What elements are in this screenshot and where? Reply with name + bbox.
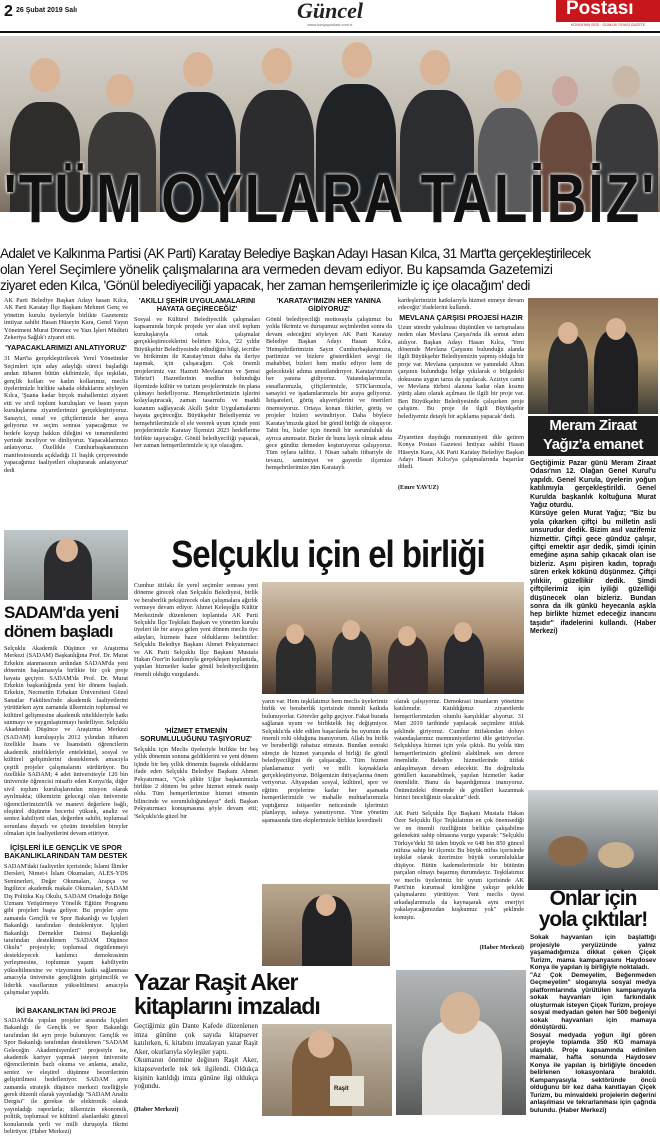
lead-column-4 — [398, 297, 524, 527]
book-cover: Raşit — [330, 1076, 364, 1106]
lead-col1-para: 31 Mart'ta gerçekleştirilecek Yerel Yönetimler Seçimleri için aday adaylığı süreci başladığı andan itibaren bütün ekibimizle, ilçe teşkilatı, gençlik kolları ve kadın kollarımız, meclis üyelerimizle birlikte sahada olduklarını söyleyen Kılca, 'Şuana kadar birçok mahallemizi ziyaret etti ve sivil toplum kuruluşları ve basın yayın kuruluşlarına ziyaretlerimizi gerçekleştiriyoruz. Sanayici, esnaf ve çiftçilerimizle her araya geliyoruz ve seçim sonrası yapacağımız ve hedefe koyup hakkın dileğini ve temennilerini yerinde inceliyor ve dinliyoruz. Yapacaklarımızı anlatıyoruz. Özellikle Cumhurbaşkanımızın manifestosunda açıkladığı 11 başlık çerçevesinde yapacağımız faaliyetleri oluşturarak anlatıyoruz' dedi — [4, 355, 130, 474]
selcuklu-column-1 — [134, 582, 258, 962]
lead-col1-subhead: 'YAPACAKLARIMIZI ANLATIYORUZ' — [5, 343, 127, 353]
lead-col3-subhead: 'KARATAY'IMIZIN HER YANINA GİDİYORUZ' — [276, 296, 382, 313]
onlar-body: Sokak hayvanları için başlattığı projesiyle yeryüzünde yalnız yaşamadığımıza dikkat çeken Çiçek Turizm, mama kampanyasını Haydosev Konya ile yapılan iş birliğiyle noktaladı. "Az Çok Demeyelim, Beğenmeden Geçmeyelim" sloganıyla sosyal medya platformlarında yürütülen kampanyayla sokak hayvanları için farkındalık oluşturmak isteyen Çiçek Turizm, projeye sosyal medyadan gelen her 500 beğeniyi sokak hayvanları için mamaya dönüştürdü. Sosyal medyada yoğun ilgi gören projeyle toplamda 350 KG mamaya ulaşıldı. Proje kapsamında edinilen mamalar, hafta sonunda Haydosev Konya ile yapılan iş birliğiyle önceden belirlenen lokasyonlara bırakıldı. Kampanyasıyla sektöründe öncü olduğunu bir kez daha kanıtlayan Çiçek Turizm, bu minvaldeki projelerin değerini anlaşılması ve tekrarlanması için çağrıda bulundu. (Haber Merkezi) — [530, 934, 656, 1114]
selcuklu-speaker-photo — [262, 884, 390, 966]
lead-col2-subhead: 'AKILLI ŞEHİR UYGULAMALARINI HAYATA GEÇİRECEĞİZ' — [138, 296, 256, 313]
sadam-headline: SADAM'da yeni dönem başladı — [4, 603, 119, 641]
section-title: Güncel — [297, 0, 363, 23]
newspaper-logo: Postası — [556, 0, 660, 22]
lead-deck — [0, 246, 660, 293]
lead-col2-para: Sosyal ve Kültürel Belediyecilik çalışmaları kapsamında birçok projede yer alan sivil toplum kuruluşlarıyla ortak çalışmalar gerçekleştireceklerini belirten Kılca, '22 yıldır Büyükşehir Belediyesinde edindiğim bilgi, tecrübe ve birikimim ile Karatay'ımızı daha da ileriye taşımak, için çalışacağım. Çok önemli projelerimiz var. Hazreti Mevlana'nın ve Şemsi Tebrizi'i Hazretlerinin medfun bulunduğu ilçemizde kültür ve turizm projelerimizle ön plana çıkmayı hedefliyoruz. Hemşehrilerimizin işlerini kolaylaştıracak, zaman tasarrufu ve maddi kazanım sağlayacak Akıllı Şehir Uygulamalarını hayata geçireceğiz. Büyükşehir Belediyemiz ve hemşehrilerimizle el ele vererek uyum içinde yeni projelerimizle Karatay İlçemizi 2023 hedeflerine birlikte taşıyacağız. Gönül belediyeciliği yapacak, her zaman hemşerilerimizle iç içe olacağım. — [134, 316, 262, 449]
lead-column-3 — [266, 297, 392, 523]
selcuklu-para: olarak çalışıyoruz. Demokrasi insanların yönetime katılımıdır. Katıldığımız ziyaretlerde hemşerilerimizden olumlu karşılıklar alıyoruz. 31 Mart 2019 tarihinde yapılacak seçimlere ittifak şeklinde giriyoruz. Cumhur ittifakından doluyı vatandaşlarımız memnuniyetlerini dile getiriyorlar. Selçukluya hizmet için yola çıktık. Bu yolda tüm hemşerilerimizin gönlünü alabilmek son derece önemlidir. Belediye hizmetlerinde ittifak anlaşılmayan devam edecektir. Bu doğrultuda gönülleri kazanabilmek, yapılan hizmetler kadar önemlidir. Bunu da başardığımıza inanıyoruz. Önümüzdeki dönemde de gönülleri kazanmak birinci önceliğimiz olacaktır" dedi. — [394, 698, 526, 802]
sadam-photo — [4, 530, 128, 600]
lead-col1-para: AK Parti Belediye Başkan Adayı hasan Kılca, AK Parti Karatay İlçe Başkanı Mehmet Genç ve yönetim kurulu üyeleriyle birlikte Gazetemiz imtiyaz sahibi Hasan Hüseyin Kara, Genel Yayın Yönetmeni Murat Dönmez ve Yazı İşleri Müdürü Zekeriya Sağlık'ı ziyaret etti. — [4, 297, 130, 342]
selcuklu-para: Selçuklu için Meclis üyeleriyle birlikte bir beş yıllık dönemin sonuna geldiklerini ve yeni dönem içinde bir beş yıllık dönemin başında olduklarını ifade eden Selçuklu Belediye Başkanı Ahmet Pekyatırmacı, "Çok şükür Uğur başkanımızla birlikte 2 dönem bu şehre hizmet etmek nasip oldu. Tüm hemşerilerimize hizmet etmenin bilincinde ve sorumluluğundayız" dedi. Başkan Pekyatırmacı konuşmasına şöyle devam etti; 'Selçuklu'da güzel bir — [134, 746, 260, 820]
lead-col4-byline: (Emre YAVUZ) — [398, 483, 439, 491]
aker-byline: (Haber Merkezi) — [134, 1106, 179, 1113]
selcuklu-subhead: 'HİZMET ETMENİN SORUMLULUĞUNU TAŞIYORUZ' — [140, 726, 252, 743]
sadam-para: SADAM'da yapılan projeler arasında İçişleri Bakanlığı ile Gençlik ve Spor Bakanlığı tarafından iki ayrı proje bulunuyor. Gençlik ve Spor Bakanlığı tarafından desteklenen "SADAM Geleceğin Akademisyenleri" projesiyle ise, akademik kariyer yapmak isteyen üniversite öğrencilerinin bazlı okuma ve anlama, analiz, sentez ve eleştirel düşünme becerilerinin geliştirilmesi hedefleniyor. SADAM aynı zamanda stratejik düşünce merkezi özelliğiyle gerek düzenli olarak yayınladığı "SADAM Analiz Dergisi" ile gerekse de elektronik olarak yayınladığı raporlarla; ülkemizin ekonomik, politik, toplumsal ve kültürel alanlardaki güncel konularında yerli ve milli duruşuyla fikrini belirtiyor. (Haber Merkezi) — [4, 1017, 130, 1136]
lead-deck-line-1: Adalet ve Kalkınma Partisi (AK Parti) Karatay Belediye Başkan Adayı Hasan Kılca, 31 Mart'ta gerçekleştirilecek — [0, 246, 591, 261]
meram-headline: Meram Ziraat Yağız'a emanet — [528, 416, 658, 456]
lead-column-2 — [134, 297, 260, 523]
sadam-subhead: İKİ BAKANLIKTAN İKİ PROJE — [15, 1006, 117, 1015]
lead-col4-para: Uzun süredir yakılması düşünülen ve tartışmalara neden olan Mevlana Çarşısı'nda ilk somut adım atılıyor. Başkan Adayı Hasan Kılca, 'Yeni dönemde Mevlana Çarşısını bulunduğu alanda ilgili Büyükşehir Belediyemizin yapmış olduğu bir proje var. Mevlana çarşısının ve yanındaki Altun çarşının bulunduğu bölge yıkılarak o bölgedeki dokusuna uygun tarza da yapılacak. Aziziye camii ve Mevlana türbesi alanına kadar olan kısımı yürüş alanı olarak açılması ile ilgili bir proje var. Ben Büyükşehir Belediyesinde çalışırken proje çalıştım. Bu proje ile ilgili Büyükşehir belediyemiz detaylı bir açıklama yapacak' dedi. — [398, 323, 526, 420]
meram-body: Geçtiğimiz Pazar günü Meram Ziraat Odası'nın 12. Olağan Genel Kurul'u yapıldı. Genel Kurula, üyelerin yoğun katılımıyla gerçekleştirildi. Genel Kurulda başkanlık koltuğuna Murat Yağız oturdu. Kürsüye gelen Murat Yağız; "Biz bu yola çıkarken çiftçi bu milletin asli unsurudur dedik. Bizim asıl vazifemiz hizmettir. Çiftçi gece gündüz çalışır, çiftçi emektir aşır dedik, şimdi içinin emeğine aşına sahip çıkacak olan ise bizleriz. Aşını pişiren kadın, toprağı süren erkek kökünü düşünmez. Çiftçi yılıkiir, güzellikir dedik. Şimdi çiftçilerimiz için iyiliği güzelliği düşünecek olan bizleriz. Bundan sonra da ilk günkü heyecanla aşkla hep birlikte hizmet edeceğiz inancını taşıdır" ifadelerini kullandı. (Haber Merkezi) — [530, 460, 656, 636]
selcuklu-byline: (Haber Merkezi) — [479, 944, 524, 951]
onlar-headline: Onlar için yola çıktılar! — [538, 887, 648, 931]
page-number: 2 — [4, 3, 13, 20]
lead-deck-line-2: olan Yerel Seçimlere yönelik çalışmalarına ara vermeden devam ediyor. Bu kapsamda Gazetemizi — [0, 261, 553, 277]
lead-col4-para: Ziyaretten duyduğu memnuniyeti dile getiren Konya Postası Gazetesi İmtiyaz sahibi Hasan Hüseyin Kara, AK Parti Karatay Belediye Başkan Adayı Hasan Kılca'ya çalışmalarında başarılar diledi. — [398, 433, 526, 471]
sadam-subhead: İÇİŞLERİ İLE GENÇLİK VE SPOR BAKANLIKLARINDAN TAM DESTEK — [4, 843, 128, 860]
meram-ziraat-photo — [528, 298, 658, 414]
issue-date: 26 Şubat 2019 Salı — [16, 7, 78, 14]
selcuklu-headline: Selçuklu için el birliği — [171, 532, 485, 575]
lead-col4-subhead: MEVLANA ÇARŞISI PROJESİ HAZIR — [399, 312, 523, 322]
selcuklu-column-3 — [394, 698, 524, 966]
lead-col3-para: Gönül belediyeciliği mottosuyla çalıştımız bu yolda fikrimiz ve duruşumuz seçimlerden sonra da devam edeceğini söyleyen AK Parti Karatay Belediye Başkan Adayı Hasan Kılca, 'Hemşehrilerimizin Sayın Cumhurbaşkanımıza, partimize ve bizlere gösterdikleri sevgi ile mahabbet, bizleri hem mutlu ediyor hem de gelecekteki adıma umutlandırıyor. Karatay'ımızın her yanına gidiyoruz. Vatandaşlarımızla, esnaflarımızla, çiftçilerimizle, STK'larımızla, sanayici ve işadamlarımızla bir araya geliyoruz. İstişareleri, görüş alışverişlerini ve önerileri önemsiyoruz. Ortaya konan fikirler, görüş ve projeler bizleri sevindiriyor. Daha böylece Karatay'ımızda güzel bir gönül birliği de oluşuyor. Tabii bu, bizler için önemli bir sorumluluk da ayrıca anımsatır. Bizler de bunu layık olmak adına gece gündüz demeden koşturuyoruz çalışıyoruz. Tüm oylara talibiz. 1 Nisan sabahı itibariyle de tevazu, samimiyet ve gayretle ilçemize hemşehrilerimize tüm Karataylı — [266, 316, 394, 472]
page-header — [0, 0, 660, 34]
sadam-para: SADAM'daki faaliyetler içerisinde; İslami İlimler Dersleri, Nimet-i İslam Okumaları, ALES-YDS Seminerleri, Değer Okumaları, Arapça ve İngilizce akademik makale Okumaları, SADAM Dış Politika Kış Okulu, SADAM Ortadoğu Bölge Uzmanı Yetiştirmeye Yönelik Eğitim Programı gibi projeleri başta geliyor. Bu projeler aynı zamanda Gençlik ve Spor Bakanlığı ve İçişleri Bakanlığı tarafından destekleniyor. İçişleri Bakanlığı Dernekler Dairesi Başkanlığı tarafından desteklenen "SADAM Düşünce Okulu" projesiyle; toplumsal örgütlenmeyi destekleyecek katılımcı demokrasinin yerleşmesine, toplumun yaşam kabiliyetin yükseltilmesine ve vizyonunu katkı sağlanması amacıyla üniversite gençliğinin girişimcilik ve liderlik vasıflarının yükseltilmesi amacıyla çalışmalar yapıldı. — [4, 863, 130, 996]
lead-column-1 — [4, 297, 128, 523]
header-rule — [0, 31, 660, 33]
sadam-article — [4, 645, 130, 1136]
stray-animals-photo — [528, 790, 658, 890]
lead-deck-line-3: ziyaret eden Kılca, 'Gönül belediyeciliği yapacak, her zaman hemşerilerimizle iç içe olacağım' dedi — [0, 277, 530, 293]
selcuklu-para: Cumhur ittifakı ile yerel seçimler sonrası yeni döneme girecek olan Selçuklu Belediyesi, birlik ve beraberlik pekiştirecek olan çalışmalara ağırlık vermeye devam ediyor. Ahmet Keleşoğlu Kültür Merkezinde düzenlenen toplantıda AK Parti Selçuklu İlçe Teşkilatı Başkan ve yönetim kurulu üyeleri ile bir araya gelen yeni dönem meclis üye adayları, hizmete hazır olduklarını belirttiler. Selçuklu Belediye Başkanı Ahmet Pekyatırmacı ve AK Parti Selçuklu İlçe Başkanı Mustafa Hakan Özer'in katılımıyla gerçekleşen toplantıda, yapılan hizmetler kadar gönül belediyeciliğinin önemli olduğu vurgulandı. — [134, 582, 260, 678]
selcuklu-meeting-photo — [262, 582, 524, 694]
lead-headline: 'TÜM OYLARA TALİBİZ' — [3, 159, 657, 237]
aker-signing-photo — [262, 1024, 392, 1116]
aker-portrait-photo — [396, 970, 526, 1115]
sadam-para: Selçuklu Akademik Düşünce ve Araştırma Merkezi (SADAM) Başkanlığına Prof. Dr. Murat Erkekin atanmasının ardından SADAM'da yeni dönemin başlamasıyla birlikte bir çok proje hayata geçiyor. SADAM'da Prof. Dr. Murat Erkekin başkanlığında yeni bir dönem başladı. Erkekin, Necmettin Erbakan Üniversitesi Güzel Sanatlar Fakültesi'nde akademik faaliyetlerini yürütürken aynı zamanda ülkemizin toplumsal ve kültürel gelişmesine akademik nitelikleriyle katkı sunmayı ve yaygınlaştırmayı hedefliyor. Selçuklu Akademik Düşünce ve Araştırma Merkezi (SADAM) kuruluşuyla 2012 yılından itibaren özellikle lisans ve lisansüstü öğrencilerin akademik nitelikleriyle entelektüel, sosyal ve kültürel gelişimlerini desteklemek amacıyla çeşitli projeler çalışmalarını sürdürüyor. Bu özellikle SADAM; 4 adet üniversiteyle 120 bin üniversite öğrencisi misafir eden Konya'da, diğer sivil toplum kuruluşlarından misyon olarak ayrılmakta; ülkemizin gelecegi olan üniversite öğrencilerimizin'ilk ve manevi değerlere bağlı, eleştirel düşünme becerisi yüksek, analiz ve sentez kabiliyeti olan, değerden sahibi, toplumsal sorunlara duyarlı ve çözüm üretebilen bireyler olmaları için faaliyetlerini devam ettiriyor. — [4, 645, 130, 838]
section-url: www.konyapostasi.com.tr — [307, 22, 353, 27]
selcuklu-para: AK Parti Selçuklu İlçe Başkanı Mustafa Hakan Özer Selçuklu İlçe Teşkilatının en çok önemsediği ve en önemli özelliğinin birlikte çalışabilme gelenekini sahip olmasına vurgu yaparak: "Selçuklu Türkiye'deki 50 tiden büyük ve 648 bin 850 güncel nüfusa sahip bir ilçemiz Bu büyük nüfus içerisinde teşkilat olarak üzerimize büyük sorumluluklar düşüyor. Bütün kademelerimizle bir bütünün parçaları olmayı başarmış durumdayız. Teşkilatımız ve meclis üyelerimiz bir uyum içerisinde AK Parti'nin kurumsal kimliğine yakışır şekilde çalışmalarını yürütüyor. Yeni meclis üyesi arkadaşlarımızla da kaynaşarak aynı enerjiyi yakalayacağımızdan kuşkumuz yok" şeklinde konuştu. — [394, 810, 526, 921]
logo-tagline: KONYA'NIN SESİ · GÜNLÜK SİYASİ GAZETE — [570, 23, 646, 27]
aker-body: Geçtiğimiz gün Dante Kafede düzenlenen imza gününe çok sayıda kitapsever katılırken, 6. kitabını imzalayan yazar Raşit Aker, okurlarıyla söyleşiler yaptı. Okumanın önemine değinen Raşit Aker, kitapseverlerle tek tek ilgilendi. Oldukça kişinin katıldığı imza gününe ilgi oldukça yoğundu. — [134, 1022, 258, 1091]
selcuklu-column-2: yarın var. Hem teşkilatımız hem meclis üyelerimiz birlik ve beraberlik içerisinde önemli katkıda bulunuyorlar. Görevler gelip geçiyor. Fakat burada sağlanan uyum ve birliktelik hiç değişmiyor. Selçuklu'da elde edilen başarılarda bu uyumun da önemli rolü olduğuna inanıyorum. Allah bu birlik ve beraberliği rahatsız etmesin. Bundan sonraki süreçte de hizmet yarışında el birliği ile gönül belediyeciliğini de çalışacağız. Tüm hizmet planlamamız yerli ve milli kaynaklarla gerçekleştiriyoruz. Bölgemizin ihtiyaçlarına önem veriyoruz. Altyapıdan sosyal, kültürel, spor ve eğitim projelerine kadar her aşamada hemşerilerimizle ve mahalle muhtarlarımızla yaptığımız istişareler neticesinde işlerimizi planlayıp, sahaya yansıtıyoruz. Yine yönetim aşamasında tüm ekiplerimizle birlikte koordineli — [262, 698, 390, 824]
lead-col4-para: kardeşlerimizin katkılarıyla hizmet etmeye devam edeceğiz' ifadelerini kullandı. — [398, 297, 526, 312]
aker-headline: Yazar Raşit Aker kitaplarını imzaladı — [134, 969, 320, 1019]
